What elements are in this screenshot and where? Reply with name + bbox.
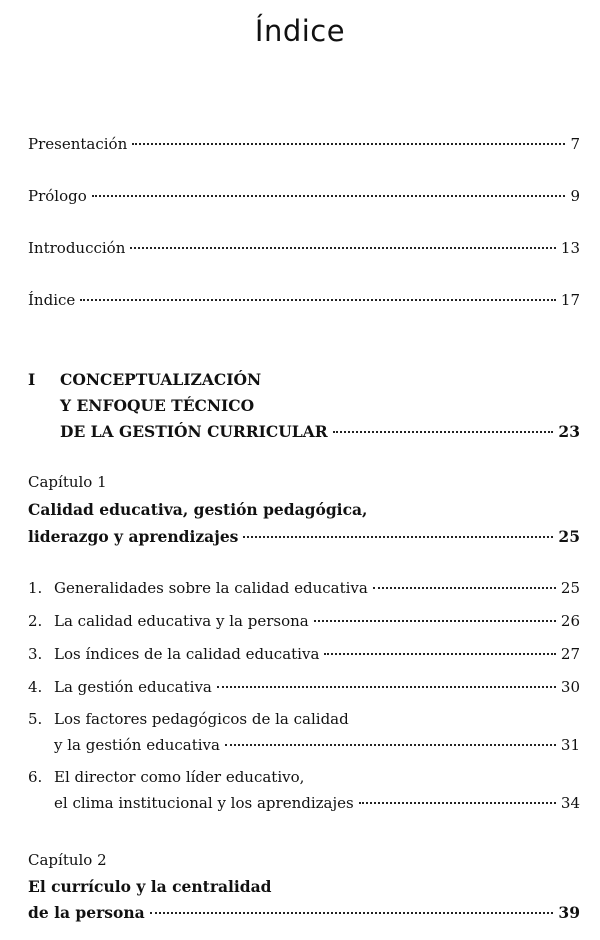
toc-item-label: el clima institucional y los aprendizajes [54, 794, 354, 812]
part-title-line-1: CONCEPTUALIZACIÓN [60, 370, 262, 389]
toc-item-number: 3. [28, 645, 43, 663]
toc-item-page: 31 [560, 736, 580, 754]
dot-leader [130, 247, 556, 249]
toc-entry-page: 17 [560, 291, 580, 309]
toc-item-6-line-1: El director como líder educativo, [54, 768, 305, 786]
toc-item-number: 2. [28, 612, 43, 630]
chapter-title-label: de la persona [28, 903, 145, 922]
dot-leader [217, 686, 556, 688]
toc-entry-label: Introducción [28, 239, 126, 257]
toc-item-page: 34 [560, 794, 580, 812]
toc-entry-label: Presentación [28, 135, 128, 153]
dot-leader [80, 299, 556, 301]
page-title: Índice [254, 14, 346, 48]
chapter-title-label: liderazgo y aprendizajes [28, 527, 239, 546]
toc-item-label: Generalidades sobre la calidad educativa [54, 579, 368, 597]
chapter-title-line-1: El currículo y la centralidad [28, 877, 272, 896]
toc-item-label: La calidad educativa y la persona [54, 612, 309, 630]
chapter-title-line-2 [28, 903, 580, 923]
toc-item-1 [54, 578, 580, 598]
toc-item-page: 30 [560, 678, 580, 696]
toc-item-3 [54, 644, 580, 664]
dot-leader [132, 143, 565, 145]
toc-item-label: La gestión educativa [54, 678, 212, 696]
toc-item-page: 25 [560, 579, 580, 597]
toc-item-number: 5. [28, 710, 43, 728]
toc-item-6 [54, 793, 580, 813]
dot-leader [314, 620, 556, 622]
dot-leader [373, 587, 556, 589]
toc-item-number: 6. [28, 768, 43, 786]
dot-leader [359, 802, 556, 804]
toc-entry-page: 9 [570, 187, 580, 205]
toc-item-number: 1. [28, 579, 43, 597]
toc-entry-page: 13 [560, 239, 580, 257]
part-numeral: I [28, 370, 36, 389]
chapter-title-line-1: Calidad educativa, gestión pedagógica, [28, 500, 368, 519]
part-page: 23 [558, 422, 580, 441]
chapter-page: 39 [558, 903, 580, 922]
toc-item-4 [54, 677, 580, 697]
chapter-label: Capítulo 2 [28, 851, 107, 869]
part-title-label: DE LA GESTIÓN CURRICULAR [60, 422, 328, 441]
toc-entry-prologo [28, 186, 580, 206]
toc-item-number: 4. [28, 678, 43, 696]
part-title-line-3 [60, 422, 580, 442]
chapter-page: 25 [558, 527, 580, 546]
dot-leader [92, 195, 566, 197]
dot-leader [324, 653, 556, 655]
dot-leader [225, 744, 556, 746]
dot-leader [150, 912, 554, 914]
toc-entry-page: 7 [570, 135, 580, 153]
toc-entry-presentacion [28, 134, 580, 154]
part-title-line-2: Y ENFOQUE TÉCNICO [60, 396, 255, 415]
dot-leader [243, 536, 553, 538]
chapter-title-line-2 [28, 527, 580, 547]
toc-entry-label: Prólogo [28, 187, 87, 205]
toc-item-5-line-1: Los factores pedagógicos de la calidad [54, 710, 349, 728]
toc-item-2 [54, 611, 580, 631]
toc-item-page: 26 [560, 612, 580, 630]
chapter-label: Capítulo 1 [28, 473, 107, 491]
toc-entry-introduccion [28, 238, 580, 258]
toc-entry-label: Índice [28, 291, 76, 309]
toc-entry-indice [28, 290, 580, 310]
toc-item-label: Los índices de la calidad educativa [54, 645, 320, 663]
toc-item-page: 27 [560, 645, 580, 663]
toc-item-label: y la gestión educativa [54, 736, 220, 754]
toc-item-5 [54, 735, 580, 755]
dot-leader [333, 431, 554, 433]
